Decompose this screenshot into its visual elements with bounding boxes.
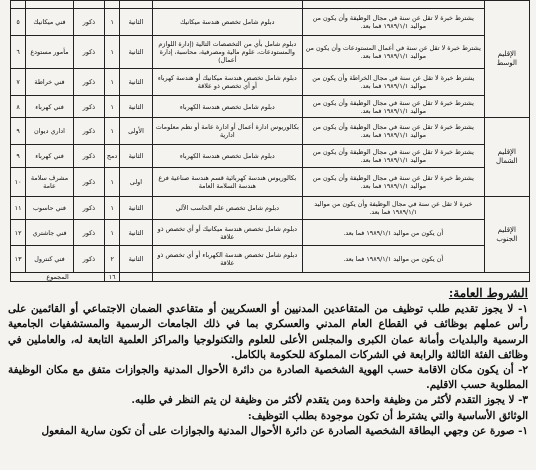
table-row: [11, 220, 530, 246]
region-cell: الإقليم الشمال: [484, 118, 529, 197]
gender-cell: ذكور: [73, 220, 104, 246]
category-cell: الثانية: [120, 36, 152, 69]
qualification-cell: دبلوم شامل بأي من التخصصات التالية (إدارة اللوازم والمستودعات، علوم مالية ومصرفية، محاسبة، إدارة أعمال): [152, 36, 302, 69]
condition-cell: يشترط خبرة لا تقل عن سنة في مجال الخراطة وأن يكون من مواليد ١٩٨٩/١/١ فما بعد.: [302, 69, 484, 96]
terms-title: الشروط العامة:: [448, 286, 528, 300]
term-paragraph: ٢- أن يكون مكان الاقامة حسب الهوية الشخصية الصادرة من دائرة الأحوال المدنية والجوازات متفق مع مكان الوظيفة المطلوبة حسب الاقليم.: [8, 364, 528, 392]
qualification-cell: دبلوم شامل تخصص هندسة ميكانيك أو هندسة كهرباء أو أي تخصص ذو علاقة: [152, 69, 302, 96]
table-row: [11, 246, 530, 273]
category-cell: الثانية: [120, 220, 152, 246]
row-number-cell: ٧: [11, 69, 26, 96]
table-row: [11, 197, 530, 220]
table-row: [11, 96, 530, 118]
gender-cell: ذكور: [73, 145, 104, 168]
table-row: [11, 118, 530, 145]
qualification-cell: بكالوريوس هندسة كهربائية قسم هندسة صناعية فرع هندسة السلامة العامة: [152, 168, 302, 197]
gender-cell: ذكور: [73, 197, 104, 220]
general-terms: [8, 286, 528, 439]
row-number-cell: ٩: [11, 118, 26, 145]
category-cell: الثانية: [120, 246, 152, 273]
count-cell: ١: [105, 9, 120, 36]
condition-cell: يشترط خبرة لا تقل عن سنة في أعمال المستودعات وأن يكون من مواليد ١٩٨٩/١/١ فما بعد.: [302, 36, 484, 69]
job-title-cell: فني كنترول: [26, 246, 74, 273]
table-row: [11, 168, 530, 197]
job-title-cell: مأمور مستودع: [26, 36, 74, 69]
count-cell: ١: [105, 96, 120, 118]
total-row: [11, 273, 530, 282]
total-spacer: [152, 273, 529, 282]
gender-cell: ذكور: [73, 96, 104, 118]
gender-cell: ذكور: [73, 246, 104, 273]
row-number-cell: ١٢: [11, 220, 26, 246]
row-number-cell: [11, 1, 26, 9]
row-number-cell: ٦: [11, 36, 26, 69]
count-cell: دمج: [105, 145, 120, 168]
category-cell: الثانية: [120, 197, 152, 220]
row-number-cell: ٥: [11, 9, 26, 36]
gender-cell: ذكور: [73, 168, 104, 197]
job-title-cell: فني خراطة: [26, 69, 74, 96]
count-cell: ١: [105, 168, 120, 197]
qualification-cell: [152, 1, 302, 9]
table-row: [11, 36, 530, 69]
row-number-cell: ١٣: [11, 246, 26, 273]
total-label: المجموع: [11, 273, 105, 282]
row-number-cell: ١٠: [11, 168, 26, 197]
category-cell: الأولى: [120, 118, 152, 145]
table-row: [11, 1, 530, 9]
condition-cell: يشترط خبرة لا تقل عن سنة في مجال الوظيفة وأن يكون من مواليد ١٩٨٩/١/١ فما بعد.: [302, 96, 484, 118]
documents-heading: الوثائق الأساسية والتي يشترط أن تكون موجودة بطلب التوظيف:: [247, 409, 528, 422]
category-cell: [120, 1, 152, 9]
job-title-cell: فني كهرباء: [26, 145, 74, 168]
gender-cell: ذكور: [73, 118, 104, 145]
qualification-cell: بكالوريوس ادارة أعمال أو ادارة عامة أو نظم معلومات ادارية: [152, 118, 302, 145]
qualification-cell: دبلوم شامل تخصص هندسة الكهرباء أو أي تخصص ذو علاقة: [152, 246, 302, 273]
gender-cell: ذكور: [73, 69, 104, 96]
category-cell: اولى: [120, 168, 152, 197]
row-number-cell: ٨: [11, 96, 26, 118]
job-title-cell: [26, 1, 74, 9]
category-cell: الثانية: [120, 96, 152, 118]
gender-cell: [73, 1, 104, 9]
count-cell: ٢: [105, 246, 120, 273]
condition-cell: يشترط خبرة لا تقل عن سنة في مجال الوظيفة وأن يكون من مواليد ١٩٨٩/١/١ فما بعد.: [302, 118, 484, 145]
qualification-cell: دبلوم شامل تخصص هندسة ميكانيك أو أي تخصص ذو علاقة: [152, 220, 302, 246]
term-paragraph: ١- صورة عن وجهي البطاقة الشخصية الصادرة عن دائرة الأحوال المدنية والجوازات على أن تكون سارية المفعول: [41, 424, 528, 437]
table-row: [11, 145, 530, 168]
category-cell: الثانية: [120, 145, 152, 168]
job-title-cell: فني كهرباء: [26, 96, 74, 118]
jobs-table: [10, 0, 530, 282]
category-cell: الثانية: [120, 9, 152, 36]
gender-cell: ذكور: [73, 36, 104, 69]
job-title-cell: مشرف سلامة عامة: [26, 168, 74, 197]
job-title-cell: فني ميكانيك: [26, 9, 74, 36]
condition-cell: خبرة لا تقل عن سنة في مجال الوظيفة وأن يكون من مواليد ١٩٨٩/١/١ فما بعد.: [302, 197, 484, 220]
category-cell: الثانية: [120, 69, 152, 96]
term-paragraph: ٣- لا يجوز التقدم لأكثر من وظيفة واحدة ومن يتقدم لأكثر من وظيفة لن يتم النظر في طلبه.: [131, 394, 528, 407]
count-cell: ١: [105, 118, 120, 145]
job-title-cell: اداري ديوان: [26, 118, 74, 145]
job-title-cell: فني جاشتري: [26, 220, 74, 246]
region-cell: الإقليم الوسط: [484, 1, 529, 118]
total-spacer-2: [120, 273, 152, 282]
qualification-cell: دبلوم شامل تخصص هندسة الكهرباء: [152, 96, 302, 118]
condition-cell: يشترط خبرة لا تقل عن سنة في مجال الوظيفة وأن يكون من مواليد ١٩٨٩/١/١ فما بعد.: [302, 145, 484, 168]
total-value: ١٦: [105, 273, 120, 282]
count-cell: ١: [105, 220, 120, 246]
job-title-cell: فني حاسوب: [26, 197, 74, 220]
region-cell: الإقليم الجنوب: [484, 197, 529, 273]
gender-cell: ذكور: [73, 9, 104, 36]
qualification-cell: دبلوم شامل تخصص هندسة ميكانيك: [152, 9, 302, 36]
condition-cell: أن يكون من مواليد ١٩٨٩/١/١ فما بعد.: [302, 220, 484, 246]
table-row: [11, 9, 530, 36]
qualification-cell: دبلوم شامل تخصص علم الحاسب الآلي: [152, 197, 302, 220]
condition-cell: يشترط خبرة لا تقل عن سنة في مجال الوظيفة وأن يكون من مواليد ١٩٨٩/١/١ فما بعد.: [302, 9, 484, 36]
qualification-cell: دبلوم شامل تخصص هندسة الكهرباء: [152, 145, 302, 168]
count-cell: ١: [105, 69, 120, 96]
condition-cell: [302, 1, 484, 9]
condition-cell: يشترط خبرة لا تقل عن سنة في مجال الوظيفة وأن يكون من مواليد ١٩٨٩/١/١ فما بعد.: [302, 168, 484, 197]
count-cell: ١: [105, 36, 120, 69]
term-paragraph: ١- لا يجوز تقديم طلب توظيف من المتقاعدين المدنيين أو العسكريين أو متقاعدي الضمان الاجتماعي أو القائمين على رأس عملهم بوظائف في القطاع العام المدني والعسكري بما في ذلك الجامعات الرسمية والمستشفيات الجامعية الرسمية والبلديات وأمانة عمان الكبرى والمجلس الأعلى للعلوم والتكنولوجيا والمراكز العلمية التابعة له، والعاملين في وظائف الفئة الثالثة والرابعة في الشركات المملوكة للحكومة بالكامل.: [8, 303, 528, 361]
condition-cell: أن يكون من مواليد ١٩٨٩/١/١ فما بعد.: [302, 246, 484, 273]
row-number-cell: ٩: [11, 145, 26, 168]
table-row: [11, 69, 530, 96]
count-cell: [105, 1, 120, 9]
count-cell: ١: [105, 197, 120, 220]
row-number-cell: ١١: [11, 197, 26, 220]
